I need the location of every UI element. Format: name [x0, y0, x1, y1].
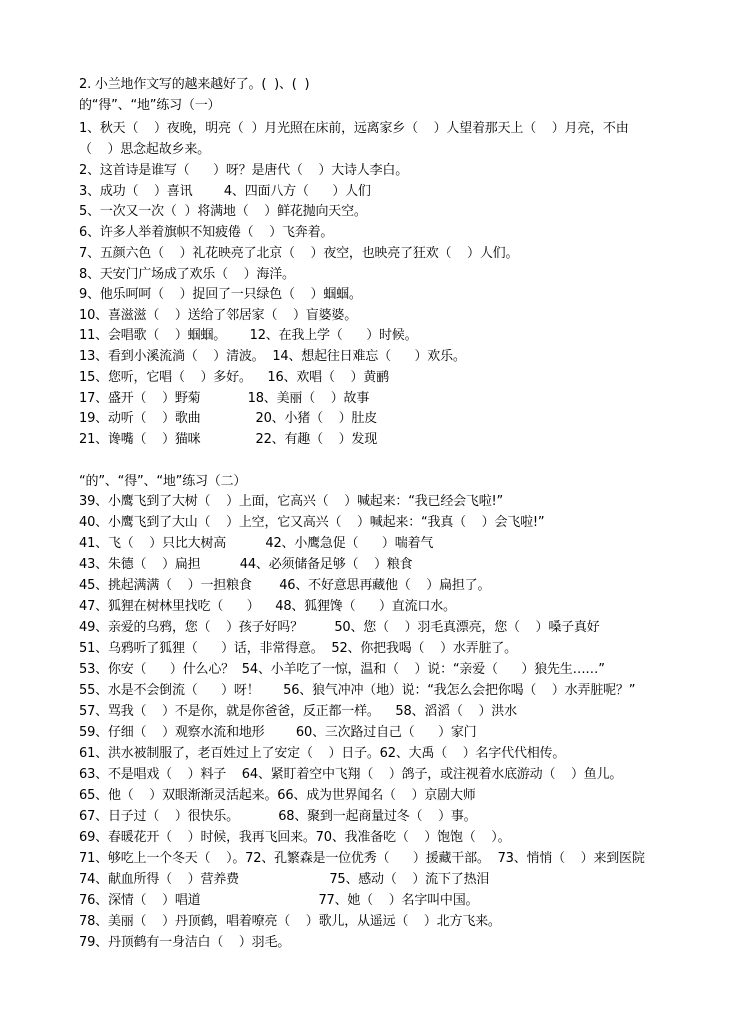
exercise-line: 59、仔细（ ）观察水流和地形 60、三次路过自己（ ）家门: [79, 725, 477, 740]
exercise-line: 67、日子过（ ）很快乐。 68、聚到一起商量过冬（ ）事。: [79, 809, 477, 824]
exercise-line: 71、够吃上一个冬天（ ）。72、孔繁森是一位优秀（ ）援藏干部。 73、悄悄（ ）来到医院: [79, 851, 645, 866]
exercise-line: 5、一次又一次（ ）将满地（ ）鲜花抛向天空。: [79, 204, 367, 219]
exercise-line: 15、您听，它唱（ ）多好。 16、欢唱（ ）黄鹂: [79, 370, 389, 385]
exercise-line: （ ）思念起故乡来。: [79, 142, 210, 157]
exercise-line: 19、动听（ ）歌曲 20、小猪（ ）肚皮: [79, 411, 377, 426]
exercise-line: 79、丹顶鹤有一身洁白（ ）羽毛。: [79, 935, 291, 950]
exercise-line: 2、这首诗是谁写（ ）呀？是唐代（ ）大诗人李白。: [79, 163, 408, 178]
exercise-line: 8、天安门广场成了欢乐（ ）海洋。: [79, 267, 295, 282]
exercise-line: 65、他（ ）双眼渐渐灵活起来。66、成为世界闻名（ ）京剧大师: [79, 788, 476, 803]
exercise-line: 51、乌鸦听了狐狸（ ）话，非常得意。 52、你把我喝（ ）水弄脏了。: [79, 641, 517, 656]
exercise-line: 3、成功（ ）喜讯 4、四面八方（ ）人们: [79, 184, 371, 199]
exercise-line: 45、挑起满满（ ）一担粮食 46、不好意思再藏他（ ）扁担了。: [79, 578, 491, 593]
exercise-line: 69、春暖花开（ ）时候，我再飞回来。70、我准备吃（ ）饱饱（ ）。: [79, 830, 511, 845]
exercise-line: 53、你安（ ）什么心？ 54、小羊吃了一惊，温和（ ）说：“亲爱（ ）狼先生……”: [79, 662, 605, 677]
exercise-line: 76、深情（ ）唱道 77、她（ ）名字叫中国。: [79, 893, 479, 908]
exercise-line: 57、骂我（ ）不是你，就是你爸爸，反正都一样。 58、滔滔（ ）洪水: [79, 704, 517, 719]
exercise-line: 40、小鹰飞到了大山（ ）上空，它又高兴（ ）喊起来：“我真（ ）会飞啦!”: [79, 515, 545, 530]
exercise-line: 49、亲爱的乌鸦，您（ ）孩子好吗？ 50、您（ ）羽毛真漂亮，您（ ）嗓子真好: [79, 620, 600, 635]
exercise-line: 47、狐狸在树林里找吃（ ） 48、狐狸馋（ ）直流口水。: [79, 599, 456, 614]
exercise-line: 6、许多人举着旗帜不知疲倦（ ）飞奔着。: [79, 225, 334, 240]
exercise-line: 10、喜滋滋（ ）送给了邻居家（ ）盲婆婆。: [79, 308, 358, 323]
exercise-line: 43、朱德（ ）扁担 44、必须储备足够（ ）粮食: [79, 557, 413, 572]
exercise-line: 9、他乐呵呵（ ）捉回了一只绿色（ ）蝈蝈。: [79, 287, 362, 302]
exercise-line: 17、盛开（ ）野菊 18、美丽（ ）故事: [79, 391, 370, 406]
exercise-line: 61、洪水被制服了，老百姓过上了安定（ ）日子。62、大禹（ ）名字代代相传。: [79, 746, 566, 761]
exercise-line: 13、看到小溪流淌（ ）清波。 14、想起往日难忘（ ）欢乐。: [79, 349, 466, 364]
exercise-line: 55、水是不会倒流（ ）呀！ 56、狼气冲冲（地）说：“我怎么会把你喝（ ）水弄脏呢？”: [79, 683, 636, 698]
exercise-line: 1、秋天（ ）夜晚，明亮（ ）月光照在床前，远离家乡（ ）人望着那天上（ ）月亮，不由: [79, 121, 629, 136]
section-heading: 的“得”、“地”练习（一）: [79, 98, 221, 113]
section-heading: “的”、“得”、“地”练习（二）: [79, 474, 247, 489]
text-line: 2. 小兰地作文写的越来越好了。( )、( ): [79, 77, 310, 92]
exercise-line: 78、美丽（ ）丹顶鹤，唱着嘹亮（ ）歌儿，从遥远（ ）北方飞来。: [79, 914, 501, 929]
exercise-line: 7、五颜六色（ ）礼花映亮了北京（ ）夜空，也映亮了狂欢（ ）人们。: [79, 246, 519, 261]
exercise-line: 41、飞（ ）只比大树高 42、小鹰急促（ ）喘着气: [79, 536, 434, 551]
exercise-line: 39、小鹰飞到了大树（ ）上面，它高兴（ ）喊起来：“我已经会飞啦!”: [79, 494, 504, 509]
exercise-line: 74、献血所得（ ）营养费 75、感动（ ）流下了热泪: [79, 872, 490, 887]
exercise-line: 63、不是唱戏（ ）料子 64、紧盯着空中飞翔（ ）鸽子，或注视着水底游动（ ）鱼儿。: [79, 767, 623, 782]
exercise-line: 21、谗嘴（ ）猫咪 22、有趣（ ）发现: [79, 432, 377, 447]
exercise-line: 11、会唱歌（ ）蝈蝈。 12、在我上学（ ）时候。: [79, 328, 418, 343]
